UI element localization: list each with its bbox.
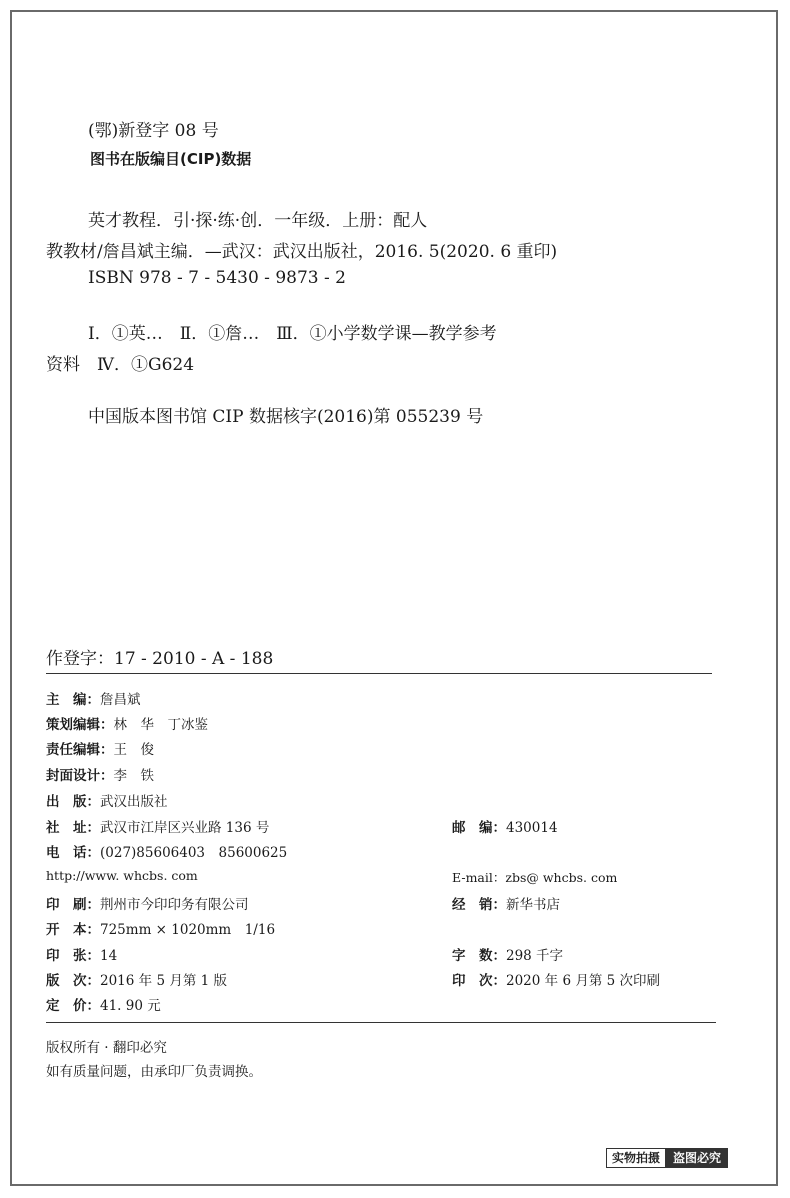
planner-label: 策划编辑：	[46, 717, 114, 733]
address-value: 武汉市江岸区兴业路 136 号	[100, 820, 270, 836]
watermark-badge	[606, 1148, 728, 1168]
cip-verification: 中国版本图书馆 CIP 数据核字(2016)第 055239 号	[88, 407, 484, 427]
sheets-value: 14	[100, 948, 118, 964]
cip-heading: 图书在版编目(CIP)数据	[90, 150, 252, 168]
cip-title-line-1: 英才教程．引·探·练·创．一年级．上册：配人	[88, 211, 428, 231]
zip-label: 邮 编：	[452, 820, 506, 836]
resp-editor-label: 责任编辑：	[46, 742, 114, 758]
editor-row	[46, 688, 141, 708]
divider-top	[46, 673, 712, 674]
price-value: 41. 90 元	[100, 998, 161, 1014]
badge-left-label: 实物拍摄	[606, 1148, 666, 1168]
printer-label: 印 刷：	[46, 897, 100, 913]
email: E-mail：zbs@ whcbs. com	[452, 870, 618, 885]
impression-value: 2020 年 6 月第 5 次印刷	[506, 973, 660, 989]
format-label: 开 本：	[46, 922, 100, 938]
classification-line-2: 资料 Ⅳ．①G624	[46, 355, 195, 375]
phone-value: (027)85606403 85600625	[100, 845, 288, 861]
distributor-label: 经 销：	[452, 897, 506, 913]
address-label: 社 址：	[46, 820, 100, 836]
distributor-row	[452, 893, 560, 913]
sheets-label: 印 张：	[46, 948, 100, 964]
zip-row	[452, 816, 558, 836]
resp-editor-row	[46, 738, 154, 758]
sheets-row	[46, 944, 117, 964]
publisher-row	[46, 790, 168, 810]
format-row	[46, 918, 275, 938]
planner-row	[46, 713, 208, 733]
cover-value: 李 铁	[113, 768, 154, 784]
publisher-label: 出 版：	[46, 794, 100, 810]
publisher-value: 武汉出版社	[100, 794, 168, 810]
divider-bottom	[46, 1022, 716, 1023]
words-value: 298 千字	[506, 948, 564, 964]
phone-label: 电 话：	[46, 845, 100, 861]
edition-label: 版 次：	[46, 973, 100, 989]
planner-value: 林 华 丁冰鉴	[113, 717, 208, 733]
resp-editor-value: 王 俊	[113, 742, 154, 758]
impression-label: 印 次：	[452, 973, 506, 989]
format-value: 725mm × 1020mm 1/16	[100, 922, 276, 938]
website: http://www. whcbs. com	[46, 868, 198, 883]
price-row	[46, 994, 161, 1014]
price-label: 定 价：	[46, 998, 100, 1014]
rights-notice: 版权所有 · 翻印必究	[46, 1040, 167, 1056]
isbn: ISBN 978 - 7 - 5430 - 9873 - 2	[88, 268, 346, 288]
words-row	[452, 944, 563, 964]
cover-label: 封面设计：	[46, 768, 114, 784]
cip-title-line-2: 教教材/詹昌斌主编．—武汉：武汉出版社，2016. 5(2020. 6 重印)	[46, 242, 558, 262]
registration-number: (鄂)新登字 08 号	[88, 121, 219, 141]
printer-value: 荆州市今印印务有限公司	[100, 897, 249, 913]
printer-row	[46, 893, 249, 913]
zip-value: 430014	[506, 820, 558, 836]
edition-value: 2016 年 5 月第 1 版	[100, 973, 227, 989]
distributor-value: 新华书店	[506, 897, 560, 913]
impression-row	[452, 969, 660, 989]
editor-value: 詹昌斌	[100, 692, 141, 708]
quality-notice: 如有质量问题，由承印厂负责调换。	[46, 1064, 262, 1080]
cover-row	[46, 764, 154, 784]
permit-number: 作登字：17 - 2010 - A - 188	[46, 649, 274, 669]
editor-label: 主 编：	[46, 692, 100, 708]
edition-row	[46, 969, 227, 989]
phone-row	[46, 841, 287, 861]
address-row	[46, 816, 269, 836]
badge-right-label: 盗图必究	[666, 1148, 728, 1168]
words-label: 字 数：	[452, 948, 506, 964]
classification-line-1: Ⅰ．①英… Ⅱ．①詹… Ⅲ．①小学数学课—教学参考	[88, 324, 497, 344]
